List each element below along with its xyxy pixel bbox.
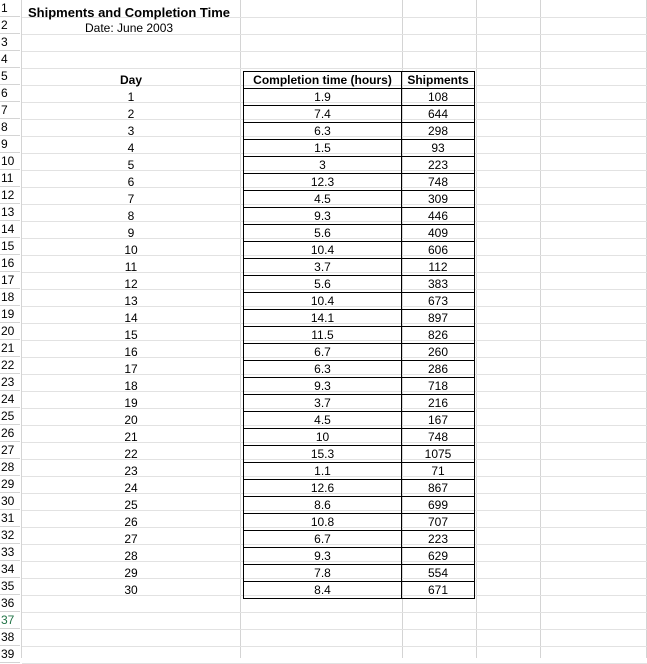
row-number[interactable]: 13 xyxy=(0,204,20,221)
row-header-column xyxy=(0,0,22,661)
shipments-cell[interactable]: 606 xyxy=(402,242,475,259)
row-number[interactable]: 34 xyxy=(0,561,20,578)
completion-time-cell[interactable]: 4.5 xyxy=(244,191,402,208)
table-row xyxy=(244,514,475,531)
day-cell[interactable]: 7 xyxy=(127,192,135,206)
day-cell[interactable]: 20 xyxy=(124,413,138,427)
row-number[interactable]: 36 xyxy=(0,595,20,612)
table-row xyxy=(244,565,475,582)
completion-time-cell[interactable]: 1.5 xyxy=(244,140,402,157)
shipments-cell[interactable]: 644 xyxy=(402,106,475,123)
day-cell[interactable]: 17 xyxy=(124,362,138,376)
table-row xyxy=(244,344,475,361)
row-gridline xyxy=(22,612,647,613)
table-row xyxy=(244,89,475,106)
shipments-cell[interactable]: 409 xyxy=(402,225,475,242)
day-cell[interactable]: 8 xyxy=(127,209,135,223)
table-row xyxy=(244,242,475,259)
row-number[interactable]: 31 xyxy=(0,510,20,527)
row-gridline xyxy=(22,646,647,647)
day-cell[interactable]: 23 xyxy=(124,464,138,478)
day-cell[interactable]: 2 xyxy=(127,107,135,121)
row-number[interactable]: 16 xyxy=(0,255,20,272)
completion-time-cell[interactable]: 1.1 xyxy=(244,463,402,480)
row-number[interactable]: 23 xyxy=(0,374,20,391)
table-row xyxy=(244,412,475,429)
row-number[interactable]: 39 xyxy=(0,646,20,663)
completion-time-cell[interactable]: 14.1 xyxy=(244,310,402,327)
day-cell[interactable]: 21 xyxy=(124,430,138,444)
row-number[interactable]: 1 xyxy=(0,0,20,17)
completion-time-cell[interactable]: 7.4 xyxy=(244,106,402,123)
completion-time-cell[interactable]: 6.7 xyxy=(244,531,402,548)
header-day[interactable]: Day xyxy=(119,73,142,87)
table-row xyxy=(244,310,475,327)
completion-time-cell[interactable]: 10.4 xyxy=(244,242,402,259)
day-cell[interactable]: 12 xyxy=(124,277,138,291)
sheet-subtitle[interactable]: Date: June 2003 xyxy=(85,21,174,35)
day-cell[interactable]: 30 xyxy=(124,583,138,597)
row-gridline xyxy=(22,51,647,52)
shipments-cell[interactable]: 167 xyxy=(402,412,475,429)
shipments-cell[interactable]: 554 xyxy=(402,565,475,582)
day-cell[interactable]: 6 xyxy=(127,175,135,189)
day-cell[interactable]: 22 xyxy=(124,447,138,461)
shipments-cell[interactable]: 748 xyxy=(402,429,475,446)
sheet-title[interactable]: Shipments and Completion Time xyxy=(28,5,231,20)
completion-time-cell[interactable]: 6.3 xyxy=(244,123,402,140)
shipments-cell[interactable]: 718 xyxy=(402,378,475,395)
table-row xyxy=(244,582,475,599)
table-row xyxy=(244,276,475,293)
completion-time-cell[interactable]: 4.5 xyxy=(244,412,402,429)
table-row xyxy=(244,191,475,208)
completion-time-cell[interactable]: 3.7 xyxy=(244,259,402,276)
shipments-cell[interactable]: 93 xyxy=(402,140,475,157)
row-number[interactable]: 8 xyxy=(0,119,20,136)
row-number[interactable]: 30 xyxy=(0,493,20,510)
shipments-cell[interactable]: 826 xyxy=(402,327,475,344)
day-cell[interactable]: 25 xyxy=(124,498,138,512)
row-number[interactable]: 10 xyxy=(0,153,20,170)
shipments-cell[interactable]: 867 xyxy=(402,480,475,497)
completion-time-cell[interactable]: 5.6 xyxy=(244,225,402,242)
completion-time-cell[interactable]: 10.4 xyxy=(244,293,402,310)
completion-time-cell[interactable]: 7.8 xyxy=(244,565,402,582)
row-number[interactable]: 20 xyxy=(0,323,20,340)
day-cell[interactable]: 11 xyxy=(124,260,138,274)
row-number[interactable]: 32 xyxy=(0,527,20,544)
row-number[interactable]: 7 xyxy=(0,102,20,119)
table-row xyxy=(244,429,475,446)
row-number[interactable]: 2 xyxy=(0,17,20,34)
table-row xyxy=(244,140,475,157)
shipments-cell[interactable]: 309 xyxy=(402,191,475,208)
row-number[interactable]: 18 xyxy=(0,289,20,306)
row-number[interactable]: 26 xyxy=(0,425,20,442)
table-row xyxy=(244,446,475,463)
table-row xyxy=(244,378,475,395)
row-number[interactable]: 35 xyxy=(0,578,20,595)
shipments-cell[interactable]: 707 xyxy=(402,514,475,531)
day-cell[interactable]: 18 xyxy=(124,379,138,393)
completion-time-cell[interactable]: 8.4 xyxy=(244,582,402,599)
table-row xyxy=(244,293,475,310)
table-row xyxy=(244,531,475,548)
shipments-cell[interactable]: 671 xyxy=(402,582,475,599)
table-row xyxy=(244,208,475,225)
shipments-cell[interactable]: 629 xyxy=(402,548,475,565)
column-gridline xyxy=(540,0,541,658)
completion-time-cell[interactable]: 15.3 xyxy=(244,446,402,463)
shipments-cell[interactable]: 446 xyxy=(402,208,475,225)
completion-time-cell[interactable]: 9.3 xyxy=(244,208,402,225)
shipments-cell[interactable]: 108 xyxy=(402,89,475,106)
row-number[interactable]: 19 xyxy=(0,306,20,323)
completion-time-cell[interactable]: 12.3 xyxy=(244,174,402,191)
day-cell[interactable]: 29 xyxy=(124,566,138,580)
row-number[interactable]: 33 xyxy=(0,544,20,561)
day-cell[interactable]: 28 xyxy=(124,549,138,563)
completion-time-cell[interactable]: 9.3 xyxy=(244,548,402,565)
row-number[interactable]: 22 xyxy=(0,357,20,374)
table-row xyxy=(244,497,475,514)
shipments-cell[interactable]: 699 xyxy=(402,497,475,514)
row-number[interactable]: 21 xyxy=(0,340,20,357)
table-row xyxy=(244,361,475,378)
shipments-cell[interactable]: 1075 xyxy=(402,446,475,463)
day-cell[interactable]: 5 xyxy=(127,158,135,172)
table-row xyxy=(244,327,475,344)
day-cell[interactable]: 19 xyxy=(124,396,138,410)
shipments-cell[interactable]: 673 xyxy=(402,293,475,310)
row-number[interactable]: 37 xyxy=(0,612,20,629)
day-cell[interactable]: 9 xyxy=(127,226,135,240)
table-row xyxy=(244,123,475,140)
completion-time-cell[interactable]: 3.7 xyxy=(244,395,402,412)
row-number[interactable]: 14 xyxy=(0,221,20,238)
shipments-cell[interactable]: 298 xyxy=(402,123,475,140)
day-cell[interactable]: 24 xyxy=(124,481,138,495)
row-gridline xyxy=(22,629,647,630)
table-row xyxy=(244,480,475,497)
shipments-cell[interactable]: 223 xyxy=(402,157,475,174)
column-gridline xyxy=(476,0,477,658)
row-number[interactable]: 28 xyxy=(0,459,20,476)
completion-time-cell[interactable]: 1.9 xyxy=(244,89,402,106)
row-number[interactable]: 6 xyxy=(0,85,20,102)
day-cell[interactable]: 14 xyxy=(124,311,138,325)
day-cell[interactable]: 13 xyxy=(124,294,138,308)
day-cell[interactable]: 16 xyxy=(124,345,138,359)
shipments-cell[interactable]: 223 xyxy=(402,531,475,548)
shipments-cell[interactable]: 260 xyxy=(402,344,475,361)
row-number[interactable]: 12 xyxy=(0,187,20,204)
row-number[interactable]: 38 xyxy=(0,629,20,646)
day-cell[interactable]: 26 xyxy=(124,515,138,529)
table-row xyxy=(244,259,475,276)
table-row xyxy=(244,548,475,565)
shipments-cell[interactable]: 748 xyxy=(402,174,475,191)
header-shipments[interactable]: Shipments xyxy=(402,72,475,89)
shipments-cell[interactable]: 383 xyxy=(402,276,475,293)
row-number[interactable]: 15 xyxy=(0,238,20,255)
completion-time-cell[interactable]: 10 xyxy=(244,429,402,446)
column-gridline xyxy=(240,0,241,658)
row-number[interactable]: 9 xyxy=(0,136,20,153)
row-number[interactable]: 11 xyxy=(0,170,20,187)
shipments-cell[interactable]: 112 xyxy=(402,259,475,276)
completion-time-cell[interactable]: 6.3 xyxy=(244,361,402,378)
row-number[interactable]: 25 xyxy=(0,408,20,425)
header-completion-time[interactable]: Completion time (hours) xyxy=(244,72,402,89)
completion-time-cell[interactable]: 5.6 xyxy=(244,276,402,293)
day-cell[interactable]: 27 xyxy=(124,532,138,546)
data-table xyxy=(243,71,475,599)
completion-time-cell[interactable]: 11.5 xyxy=(244,327,402,344)
table-row xyxy=(244,157,475,174)
completion-time-cell[interactable]: 9.3 xyxy=(244,378,402,395)
day-cell[interactable]: 4 xyxy=(127,141,135,155)
row-number[interactable]: 17 xyxy=(0,272,20,289)
table-row xyxy=(244,395,475,412)
completion-time-cell[interactable]: 8.6 xyxy=(244,497,402,514)
row-number[interactable]: 3 xyxy=(0,34,20,51)
row-number[interactable]: 24 xyxy=(0,391,20,408)
shipments-cell[interactable]: 71 xyxy=(402,463,475,480)
row-number[interactable]: 29 xyxy=(0,476,20,493)
shipments-cell[interactable]: 897 xyxy=(402,310,475,327)
row-gridline xyxy=(22,68,647,69)
row-number[interactable]: 27 xyxy=(0,442,20,459)
completion-time-cell[interactable]: 10.8 xyxy=(244,514,402,531)
table-row xyxy=(244,106,475,123)
day-cell[interactable]: 1 xyxy=(127,90,135,104)
completion-time-cell[interactable]: 3 xyxy=(244,157,402,174)
row-number[interactable]: 4 xyxy=(0,51,20,68)
table-row xyxy=(244,225,475,242)
completion-time-cell[interactable]: 12.6 xyxy=(244,480,402,497)
shipments-cell[interactable]: 286 xyxy=(402,361,475,378)
row-number[interactable]: 5 xyxy=(0,68,20,85)
day-cell[interactable]: 15 xyxy=(124,328,138,342)
completion-time-cell[interactable]: 6.7 xyxy=(244,344,402,361)
table-row xyxy=(244,463,475,480)
table-row xyxy=(244,174,475,191)
shipments-cell[interactable]: 216 xyxy=(402,395,475,412)
day-cell[interactable]: 10 xyxy=(124,243,138,257)
day-cell[interactable]: 3 xyxy=(127,124,135,138)
